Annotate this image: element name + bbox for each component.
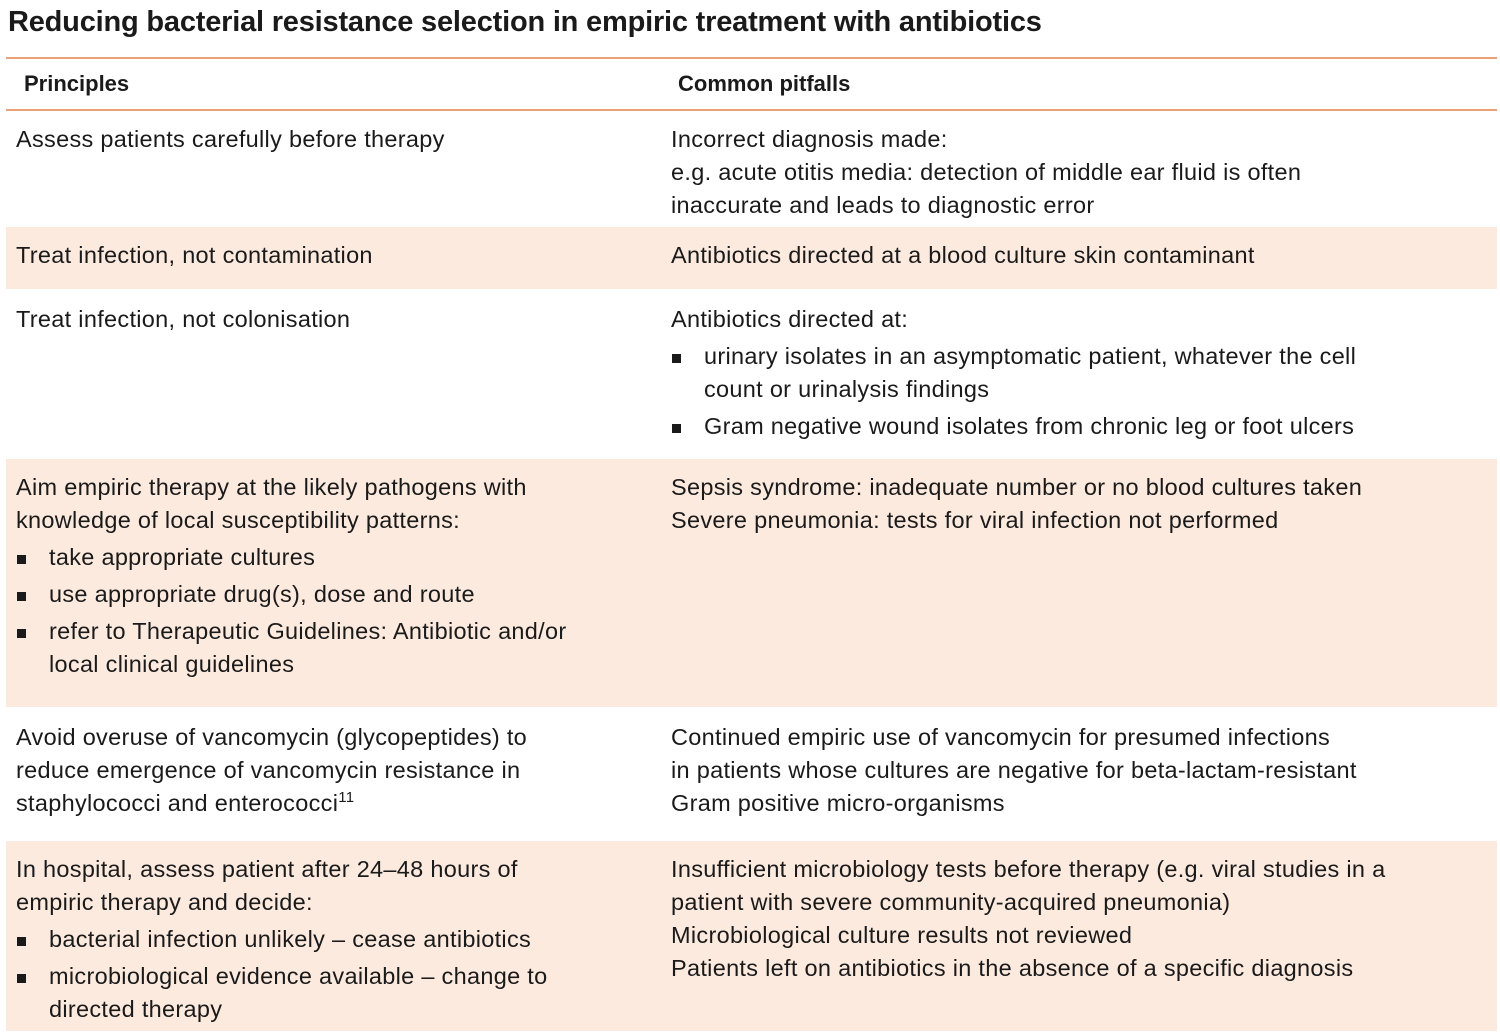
pitfall-cell [661, 709, 1497, 839]
pitfalls-table [6, 57, 1497, 1031]
square-bullet-icon [672, 354, 681, 363]
bullet-text: directed therapy [49, 996, 223, 1022]
principle-cell [6, 111, 661, 225]
table-row [6, 459, 1497, 709]
pitfall-text: Antibiotics directed at a blood culture skin contaminant [671, 242, 1255, 268]
pitfall-text: inaccurate and leads to diagnostic error [671, 192, 1095, 218]
bullet-text: microbiological evidence available – change to [49, 963, 548, 989]
principle-bullet [16, 578, 653, 611]
table-header [6, 59, 1497, 111]
pitfall-bullet [671, 340, 1489, 406]
principle-text: In hospital, assess patient after 24–48 hours of [16, 856, 518, 882]
bullet-text: Gram negative wound isolates from chronic leg or foot ulcers [704, 413, 1355, 439]
pitfall-text: Insufficient microbiology tests before therapy (e.g. viral studies in a [671, 856, 1386, 882]
principle-text: empiric therapy and decide: [16, 889, 313, 915]
bullet-text: local clinical guidelines [49, 651, 295, 677]
pitfall-text: Severe pneumonia: tests for viral infection not performed [671, 507, 1279, 533]
pitfall-text: Antibiotics directed at: [671, 306, 909, 332]
principle-bullet [16, 960, 653, 1026]
pitfall-cell [661, 459, 1497, 707]
principle-text: Avoid overuse of vancomycin (glycopeptides) to [16, 724, 528, 750]
pitfall-text: Incorrect diagnosis made: [671, 126, 948, 152]
square-bullet-icon [17, 592, 26, 601]
principle-bullet [16, 923, 653, 956]
bullet-text: use appropriate drug(s), dose and route [49, 581, 475, 607]
principle-cell [6, 841, 661, 1031]
table-row [6, 841, 1497, 1031]
principle-text: knowledge of local susceptibility patterns: [16, 507, 460, 533]
pitfall-text: Patients left on antibiotics in the absence of a specific diagnosis [671, 955, 1354, 981]
pitfall-text: Continued empiric use of vancomycin for presumed infections [671, 724, 1331, 750]
header-principles: Principles [24, 71, 130, 96]
principle-text-last [16, 787, 653, 820]
table-row [6, 709, 1497, 841]
principle-cell [6, 459, 661, 707]
principle-text: reduce emergence of vancomycin resistance in [16, 757, 521, 783]
square-bullet-icon [17, 937, 26, 946]
pitfall-cell [661, 291, 1497, 457]
pitfall-text: Microbiological culture results not reviewed [671, 922, 1133, 948]
table-row [6, 291, 1497, 459]
bullet-text: take appropriate cultures [49, 544, 316, 570]
pitfall-cell [661, 111, 1497, 225]
principle-bullet [16, 615, 653, 681]
principle-text: Treat infection, not colonisation [16, 306, 351, 332]
square-bullet-icon [17, 555, 26, 564]
pitfall-text: Gram positive micro-organisms [671, 790, 1005, 816]
square-bullet-icon [17, 629, 26, 638]
principle-text: Treat infection, not contamination [16, 242, 373, 268]
table-row [6, 227, 1497, 291]
pitfall-text: patient with severe community-acquired pneumonia) [671, 889, 1231, 915]
bullet-text: bacterial infection unlikely – cease antibiotics [49, 926, 532, 952]
principle-text: staphylococci and enterococci [16, 790, 339, 816]
reference-superscript: 11 [338, 789, 355, 806]
principle-cell [6, 291, 661, 457]
principle-bullet [16, 541, 653, 574]
pitfall-cell [661, 841, 1497, 1031]
pitfall-cell [661, 227, 1497, 289]
bullet-text: refer to Therapeutic Guidelines: Antibiotic and/or [49, 618, 567, 644]
pitfall-bullet [671, 410, 1489, 443]
principle-text: Assess patients carefully before therapy [16, 126, 445, 152]
square-bullet-icon [672, 424, 681, 433]
bullet-text: urinary isolates in an asymptomatic patient, whatever the cell [704, 343, 1357, 369]
table-row [6, 111, 1497, 227]
pitfall-text: Sepsis syndrome: inadequate number or no blood cultures taken [671, 474, 1363, 500]
bullet-text: count or urinalysis findings [704, 376, 990, 402]
pitfall-text: in patients whose cultures are negative for beta-lactam-resistant [671, 757, 1357, 783]
square-bullet-icon [17, 974, 26, 983]
principle-text: Aim empiric therapy at the likely pathogens with [16, 474, 527, 500]
principle-cell [6, 709, 661, 839]
header-pitfalls: Common pitfalls [678, 71, 851, 96]
table-title: Reducing bacterial resistance selection in empiric treatment with antibiotics [8, 6, 1042, 38]
principle-cell [6, 227, 661, 289]
pitfall-text: e.g. acute otitis media: detection of middle ear fluid is often [671, 159, 1302, 185]
